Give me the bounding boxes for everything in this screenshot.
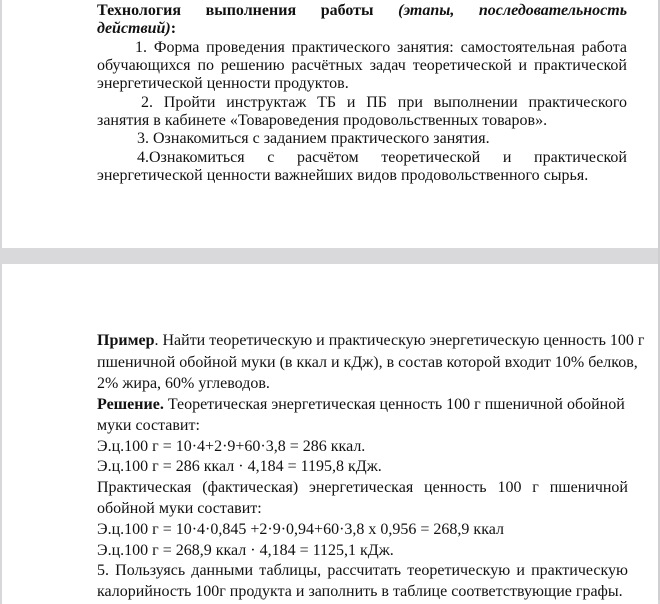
step-2-paragraph xyxy=(97,94,627,130)
formula-theoretical-kcal: Э.ц.100 г = 10·4+2·9+60·3,8 = 286 ккал. xyxy=(97,438,366,455)
formula-theoretical-kj: Э.ц.100 г = 286 ккал · 4,184 = 1195,8 кДж. xyxy=(97,458,382,475)
heading-italic-text: (этапы, последовательность действий) xyxy=(97,2,627,38)
step-4-text: 4.Ознакомиться с расчётом теоретической и практической энергетической ценности важнейших видов продовольственного сырья. xyxy=(97,149,627,185)
solution-line-2: муки составит: xyxy=(97,417,200,434)
section-heading xyxy=(97,2,627,38)
page-gap xyxy=(0,248,660,264)
step-3-paragraph xyxy=(97,130,627,148)
example-line-3: 2% жира, 60% углеводов. xyxy=(97,375,270,392)
step-2-text: 2. Пройти инструктаж ТБ и ПБ при выполнении практического занятия в кабинете «Товароведения продовольственных товаров». xyxy=(97,94,627,130)
step-1-paragraph xyxy=(97,39,627,94)
formula-practical-kj: Э.ц.100 г = 268,9 ккал · 4,184 = 1125,1 кДж. xyxy=(97,542,394,559)
example-text-1: . Найти теоретическую и практическую энергетическую ценность 100 г xyxy=(154,332,645,349)
formula-practical-kcal: Э.ц.100 г = 10·4·0,845 +2·9·0,94+60·3,8 х 0,956 = 268,9 ккал xyxy=(97,521,504,538)
step-3-text: 3. Ознакомиться с заданием практического занятия. xyxy=(137,130,490,147)
example-label: Пример xyxy=(97,332,155,349)
solution-line-1 xyxy=(97,395,625,415)
step-1-text: 1. Форма проведения практического занятия: самостоятельная работа обучающихся по решению расчётных задач теоретической и практической энергетической ценности продуктов. xyxy=(97,39,627,93)
step-4-paragraph xyxy=(97,149,627,185)
task-line-1: 5. Пользуясь данными таблицы, рассчитать теоретическую и практическую xyxy=(97,562,628,579)
solution-text-1: Теоретическая энергетическая ценность 100 г пшеничной обойной xyxy=(163,396,625,413)
heading-bold-text: Технология выполнения работы xyxy=(97,2,374,19)
practical-line-2: обойной муки составит: xyxy=(97,500,262,517)
practical-line-1: Практическая (фактическая) энергетическая ценность 100 г пшеничной xyxy=(97,479,628,496)
example-line-2: пшеничной обойной муки (в ккал и кДж), в состав которой входит 10% белков, xyxy=(97,354,638,371)
heading-colon: : xyxy=(170,20,177,38)
document-page-bottom xyxy=(2,264,658,604)
task-line-2: калорийность 100г продукта и заполнить в таблице соответствующие графы. xyxy=(97,583,623,600)
solution-label: Решение. xyxy=(97,396,164,413)
example-line-1 xyxy=(97,331,644,351)
document-page-top xyxy=(2,0,658,248)
